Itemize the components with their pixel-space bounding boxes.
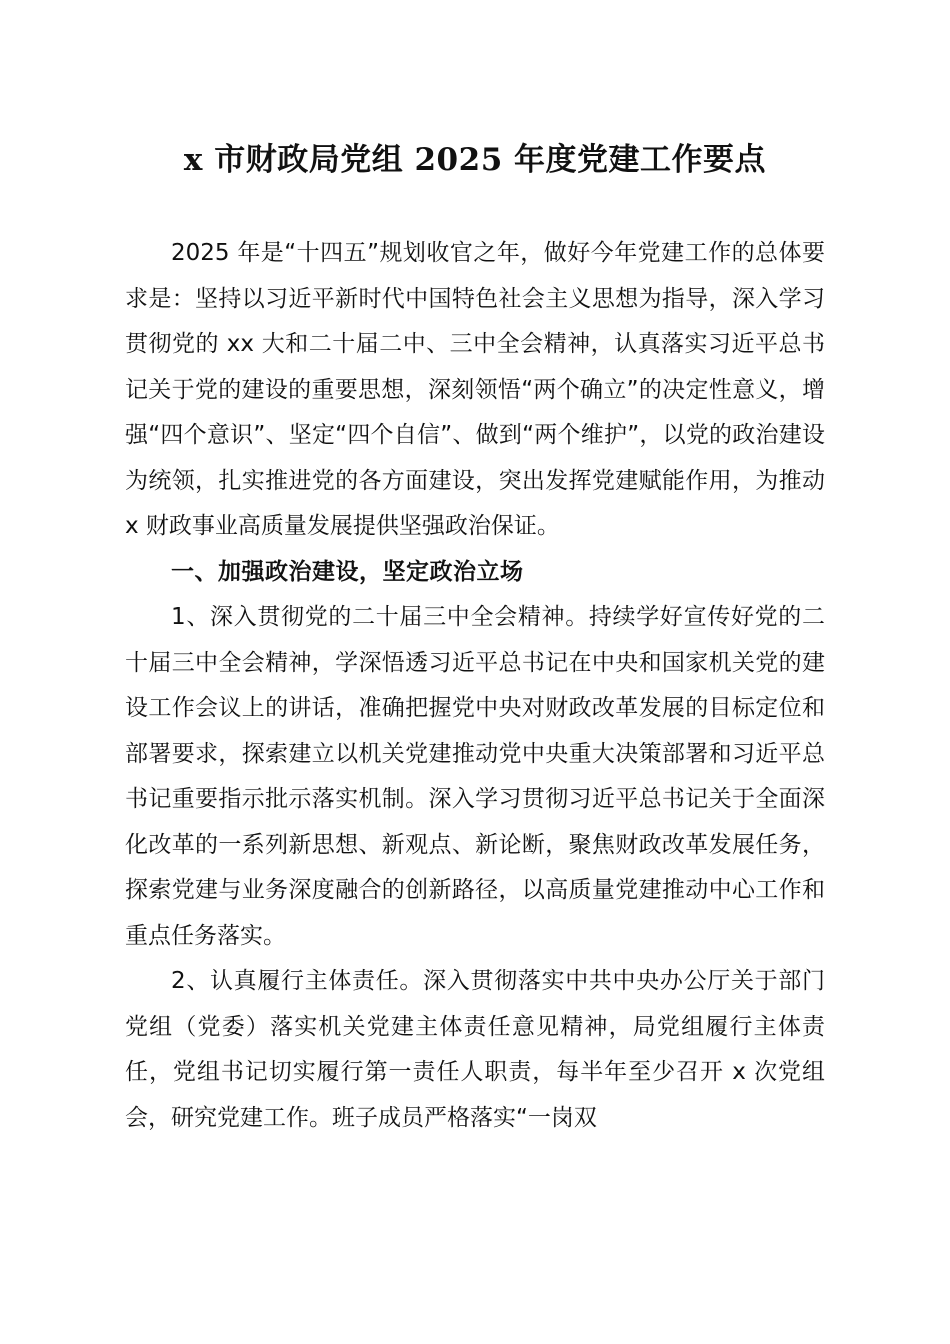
section-heading-1: 一、加强政治建设，坚定政治立场 [171, 558, 524, 585]
item-paragraph-2: 2、认真履行主体责任。深入贯彻落实中共中央办公厅关于部门党组（党委）落实机关党建主体责任意见精神，局党组履行主体责任，党组书记切实履行第一责任人职责，每半年至少召开 x 次党组会，研究党建工作。班子成员严格落实“一岗双 [125, 968, 825, 1131]
document-body [125, 231, 825, 1141]
item-paragraph-1: 1、深入贯彻党的二十届三中全会精神。持续学好宣传好党的二十届三中全会精神，学深悟透习近平总书记在中央和国家机关党的建设工作会议上的讲话，准确把握党中央对财政改革发展的目标定位和部署要求，探索建立以机关党建推动党中央重大决策部署和习近平总书记重要指示批示落实机制。深入学习贯彻习近平总书记关于全面深化改革的一系列新思想、新观点、新论断，聚焦财政改革发展任务，探索党建与业务深度融合的创新路径，以高质量党建推动中心工作和重点任务落实。 [125, 604, 825, 949]
document-title: x 市财政局党组 2025 年度党建工作要点 [183, 142, 767, 178]
intro-paragraph: 2025 年是“十四五”规划收官之年，做好今年党建工作的总体要求是：坚持以习近平新时代中国特色社会主义思想为指导，深入学习贯彻党的 xx 大和二十届二中、三中全会精神，认真落实习近平总书记关于党的建设的重要思想，深刻领悟“两个确立”的决定性意义，增强“四个意识”、坚定“四个自信”、做到“两个维护”，以党的政治建设为统领，扎实推进党的各方面建设，突出发挥党建赋能作用，为推动 x 财政事业高质量发展提供坚强政治保证。 [125, 240, 825, 539]
